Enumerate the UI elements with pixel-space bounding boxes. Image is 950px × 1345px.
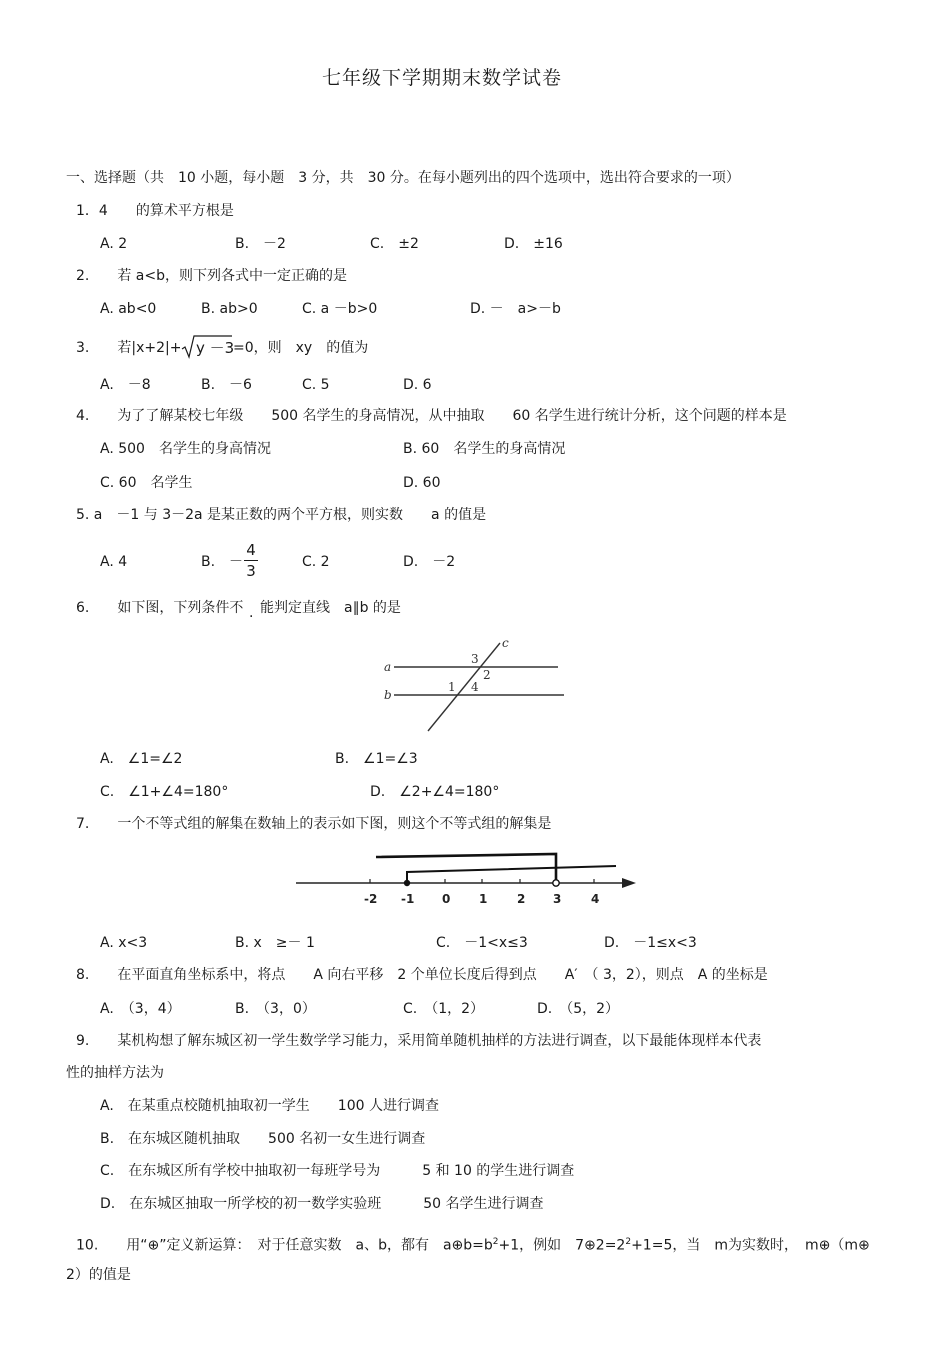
- superscript: 2: [625, 1237, 632, 1247]
- option-c: C. ∠1+∠4=180°: [100, 784, 229, 800]
- option-c: C. 2: [302, 554, 330, 570]
- solid-point-icon: [404, 880, 410, 886]
- option-c: C. ±2: [370, 236, 419, 252]
- question-stem-cont: 性的抽样方法为: [66, 1065, 164, 1081]
- option-b: B. x ≥－ 1: [235, 935, 315, 951]
- fraction-bar: [244, 560, 258, 561]
- question-stem: 6. 如下图，下列条件不: [76, 600, 244, 616]
- radicand: y －3: [196, 339, 235, 357]
- tick-label: 1: [479, 892, 488, 906]
- numerator: 4: [246, 541, 256, 559]
- solution-bracket-lower: [407, 866, 616, 883]
- option-b: B. －6: [201, 377, 252, 393]
- question-stem-tail: =0，则 xy 的值为: [233, 340, 369, 356]
- question-stem: 9. 某机构想了解东城区初一学生数学学习能力，采用简单随机抽样的方法进行调查，以下最能体现样本代表: [76, 1033, 762, 1049]
- arrow-right-icon: [622, 878, 636, 888]
- question-stem: 2. 若 a<b，则下列各式中一定正确的是: [76, 268, 348, 284]
- stem-part: +1，例如 7⊕2=2: [498, 1237, 626, 1254]
- label-c: c: [502, 636, 509, 650]
- option-b: B. 在东城区随机抽取 500 名初一女生进行调查: [100, 1131, 426, 1147]
- option-d: D. － a>－b: [470, 301, 561, 317]
- option-a: A. 2: [100, 236, 128, 252]
- option-a: A. 在某重点校随机抽取初一学生 100 人进行调查: [100, 1098, 439, 1114]
- option-d: D. ±16: [504, 236, 563, 252]
- number-line-figure: [290, 848, 640, 908]
- tick-label: -1: [401, 892, 415, 906]
- fraction: [244, 541, 258, 580]
- emphasis-dot: .: [249, 605, 254, 621]
- tick-label: 2: [517, 892, 526, 906]
- tick-label: 4: [591, 892, 600, 906]
- label-b: b: [384, 688, 392, 702]
- option-a: A. x<3: [100, 935, 148, 951]
- angle-4: 4: [471, 680, 479, 694]
- option-b: B. （3，0）: [235, 1001, 316, 1017]
- option-a: A. （3，4）: [100, 1001, 181, 1017]
- stem-part: +1=5，当 m为实数时， m⊕（m⊕: [631, 1237, 870, 1254]
- option-a: A. 500 名学生的身高情况: [100, 441, 271, 457]
- denominator: 3: [246, 562, 256, 580]
- question-stem: 8. 在平面直角坐标系中，将点 A 向右平移 2 个单位长度后得到点 A′ （ 3，2），则点 A 的坐标是: [76, 967, 768, 983]
- question-stem-cont: 2）的值是: [66, 1267, 131, 1283]
- question-stem: 1．4 的算术平方根是: [76, 203, 234, 219]
- question-stem: 3. 若|x+2|+: [76, 340, 182, 356]
- option-a: A. 4: [100, 554, 128, 570]
- option-c: C. 5: [302, 377, 330, 393]
- option-d: D. －1≤x<3: [604, 935, 697, 951]
- option-d: D. 60: [403, 475, 441, 491]
- option-c: C. －1<x≤3: [436, 935, 528, 951]
- option-b: B. ab>0: [201, 301, 258, 317]
- option-b: B. 60 名学生的身高情况: [403, 441, 566, 457]
- option-d: D. 在东城区抽取一所学校的初一数学实验班 50 名学生进行调查: [100, 1196, 544, 1212]
- question-stem: [76, 1232, 870, 1256]
- transversal-c: [428, 643, 500, 731]
- option-a: A. ab<0: [100, 301, 157, 317]
- hollow-point-icon: [553, 880, 559, 886]
- option-d: D. 6: [403, 377, 432, 393]
- tick-label: -2: [364, 892, 378, 906]
- option-c: C. a －b>0: [302, 301, 378, 317]
- section-heading: 一、选择题（共 10 小题，每小题 3 分，共 30 分。在每小题列出的四个选项中，选出符合要求的一项）: [66, 170, 740, 186]
- question-stem: 7. 一个不等式组的解集在数轴上的表示如下图，则这个不等式组的解集是: [76, 816, 552, 832]
- angle-1: 1: [448, 680, 456, 694]
- option-d: D. ∠2+∠4=180°: [370, 784, 500, 800]
- option-a: A. －8: [100, 377, 151, 393]
- option-d: D. －2: [403, 554, 456, 570]
- option-c: C. 在东城区所有学校中抽取初一每班学号为 5 和 10 的学生进行调查: [100, 1163, 575, 1179]
- angle-2: 2: [483, 668, 491, 682]
- option-a: A. ∠1=∠2: [100, 751, 183, 767]
- page-title: 七年级下学期期末数学试卷: [322, 67, 563, 89]
- tick-label: 0: [442, 892, 451, 906]
- tick-label: 3: [553, 892, 562, 906]
- parallel-lines-figure: [378, 633, 568, 735]
- stem-part: 10. 用“⊕”定义新运算： 对于任意实数 a、b，都有 a⊕b=b: [76, 1237, 493, 1254]
- question-stem-tail: 能判定直线 a∥b 的是: [260, 600, 401, 616]
- option-b: B. －2: [235, 236, 286, 252]
- option-d: D. （5，2）: [537, 1001, 620, 1017]
- angle-3: 3: [471, 652, 479, 666]
- tick-labels: [364, 892, 599, 906]
- question-stem: 4. 为了了解某校七年级 500 名学生的身高情况，从中抽取 60 名学生进行统计分析，这个问题的样本是: [76, 408, 787, 424]
- question-stem: 5. a －1 与 3－2a 是某正数的两个平方根，则实数 a 的值是: [76, 507, 487, 523]
- option-c: C. （1，2）: [403, 1001, 485, 1017]
- option-b: B. －: [201, 554, 244, 570]
- option-c: C. 60 名学生: [100, 475, 193, 491]
- option-b: B. ∠1=∠3: [335, 751, 418, 767]
- label-a: a: [384, 660, 392, 674]
- superscript: 2: [492, 1237, 499, 1247]
